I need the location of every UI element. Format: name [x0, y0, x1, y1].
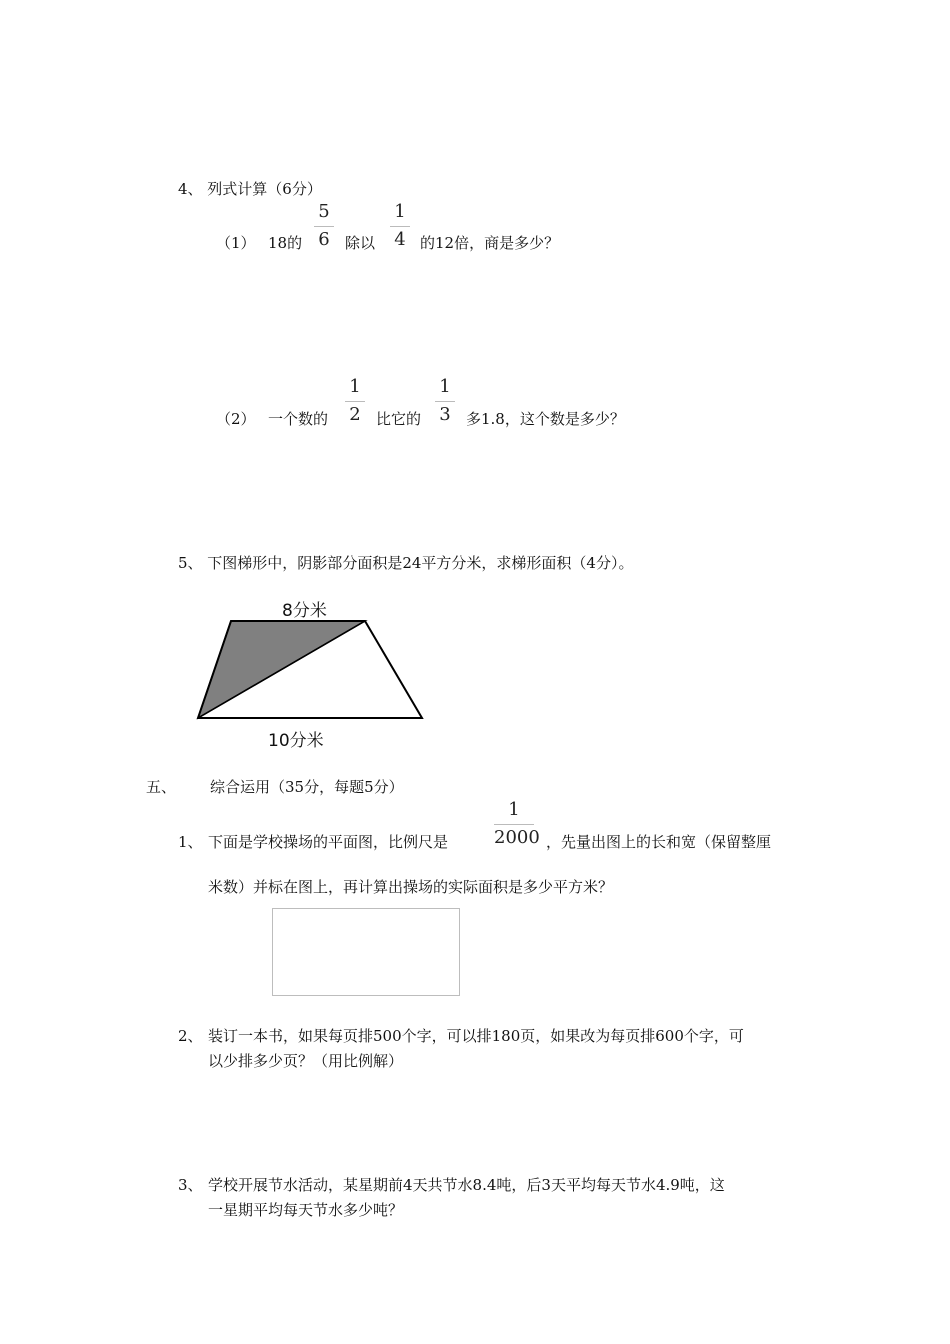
- q4-p2-text3: 多1.8，这个数是多少？: [466, 410, 625, 428]
- trapezoid-top-label: 8分米: [282, 601, 327, 621]
- q5-header: 5、 下图梯形中，阴影部分面积是24平方分米，求梯形面积（4分）。: [178, 554, 634, 572]
- q4-p1-text1: 18的: [268, 234, 303, 252]
- q4-p2-label: （2）: [216, 410, 256, 428]
- q4-p1-fraction2: [390, 202, 410, 250]
- fraction-denominator: 2000: [494, 827, 540, 848]
- fraction-numerator: 1: [349, 376, 361, 397]
- trapezoid-bottom-label: 10分米: [268, 731, 324, 751]
- s5-q2-prefix: 2、: [178, 1027, 203, 1045]
- s5-q3-line2: 一星期平均每天节水多少吨？: [208, 1201, 404, 1219]
- fraction-denominator: 3: [439, 404, 451, 425]
- trapezoid-diagram: [190, 615, 430, 725]
- q4-p2-text1: 一个数的: [268, 410, 329, 428]
- q4-p1-text3: 的12倍，商是多少？: [420, 234, 560, 252]
- q4-p1-text2: 除以: [345, 234, 376, 252]
- s5-q2-line1: 装订一本书，如果每页排500个字，可以排180页，如果改为每页排600个字，可: [208, 1027, 744, 1045]
- fraction-numerator: 1: [439, 376, 451, 397]
- fraction-bar: [390, 226, 410, 227]
- fraction-denominator: 4: [394, 229, 406, 250]
- fraction-bar: [314, 226, 334, 227]
- fraction-numerator: 1: [508, 799, 520, 820]
- fraction-bar: [435, 401, 455, 402]
- section5-number: 五、: [146, 778, 177, 796]
- s5-q3-prefix: 3、: [178, 1176, 203, 1194]
- s5-q1-text2: ，先量出图上的长和宽（保留整厘: [546, 833, 772, 851]
- fraction-numerator: 5: [318, 201, 330, 222]
- q4-header: 4、 列式计算（6分）: [178, 180, 322, 198]
- playground-plan-rectangle: [272, 908, 460, 996]
- s5-q2-line2: 以少排多少页？（用比例解）: [208, 1052, 404, 1070]
- fraction-denominator: 2: [349, 404, 361, 425]
- s5-q1-text3: 米数）并标在图上，再计算出操场的实际面积是多少平方米？: [208, 878, 614, 896]
- section5-title: 综合运用（35分，每题5分）: [210, 778, 404, 796]
- s5-q1-prefix: 1、: [178, 833, 203, 851]
- fraction-bar: [345, 401, 365, 402]
- fraction-denominator: 6: [318, 229, 330, 250]
- q4-p2-fraction2: [435, 377, 455, 425]
- s5-q1-text1: 下面是学校操场的平面图，比例尺是: [208, 833, 449, 851]
- s5-q3-line1: 学校开展节水活动，某星期前4天共节水8.4吨，后3天平均每天节水4.9吨，这: [208, 1176, 725, 1194]
- fraction-numerator: 1: [394, 201, 406, 222]
- s5-q1-scale-fraction: [494, 799, 540, 848]
- fraction-bar: [494, 824, 534, 825]
- q4-p2-text2: 比它的: [376, 410, 422, 428]
- q4-p2-fraction1: [345, 377, 365, 425]
- q4-p1-fraction1: [314, 202, 334, 250]
- q4-p1-label: （1）: [216, 234, 256, 252]
